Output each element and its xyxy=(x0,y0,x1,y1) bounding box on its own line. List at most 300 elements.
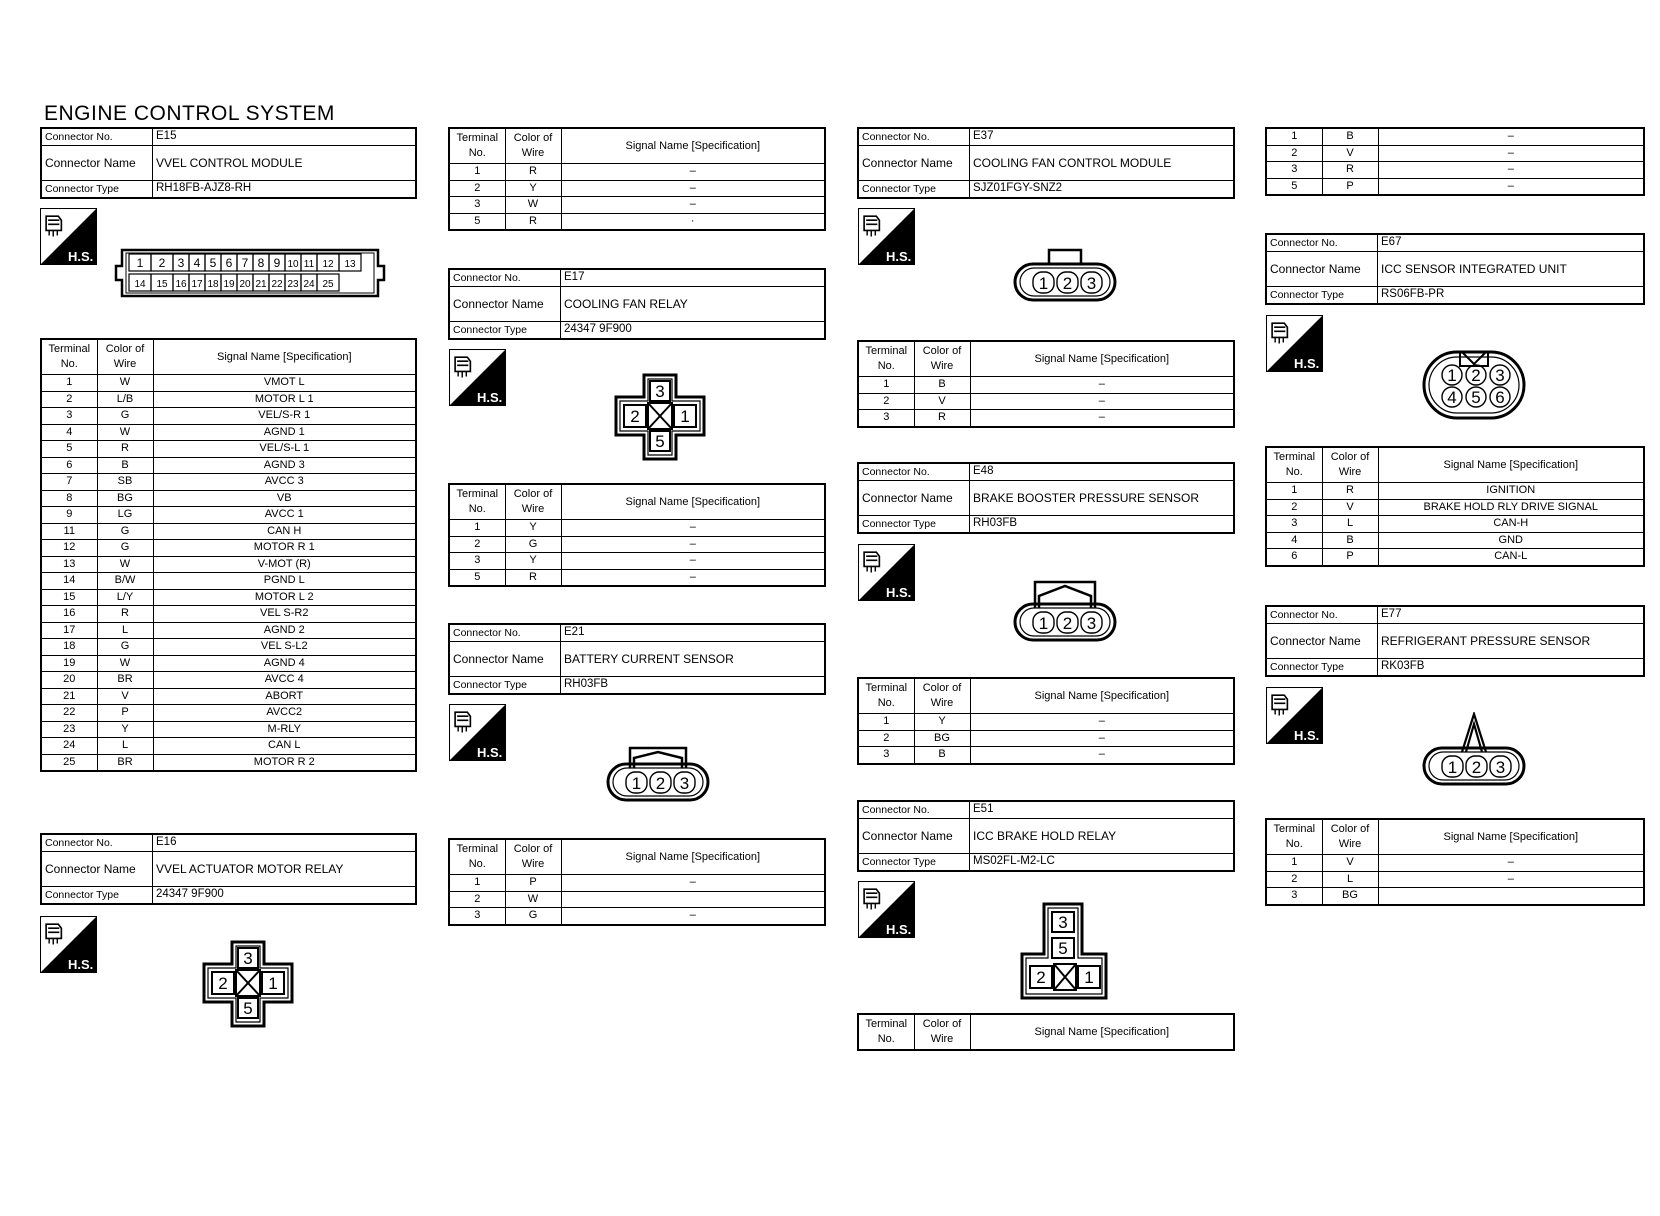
pin-number: 16 xyxy=(175,279,187,290)
hs-harness-side-icon xyxy=(40,208,97,270)
pin-number: 1 xyxy=(136,256,144,270)
connector-e15-header xyxy=(40,127,417,199)
terminal-no-cell: 3 xyxy=(449,908,505,925)
table-row xyxy=(1266,855,1644,872)
table-row xyxy=(449,908,825,925)
connector-e51-type: MS02FL-M2-LC xyxy=(970,854,1235,872)
col-terminal-no: Terminal No. xyxy=(1266,819,1322,855)
terminal-no-cell: 2 xyxy=(1266,871,1322,888)
wire-color-cell: L/Y xyxy=(97,589,153,606)
label-connector-type: Connector Type xyxy=(858,516,970,534)
pin-number: 1 xyxy=(631,774,642,793)
label-connector-name: Connector Name xyxy=(1266,624,1378,659)
signal-name-cell: – xyxy=(561,520,825,537)
terminal-no-cell: 1 xyxy=(1266,128,1322,145)
terminal-no-cell: 12 xyxy=(41,540,97,557)
connector-e51-no: E51 xyxy=(970,801,1235,819)
pin-number: 2 xyxy=(158,256,166,270)
signal-name-cell: VEL/S-L 1 xyxy=(153,441,416,458)
page-title: ENGINE CONTROL SYSTEM xyxy=(44,102,335,125)
pin-number: 1 xyxy=(1084,968,1094,987)
label-connector-no: Connector No. xyxy=(449,624,561,642)
pin-number: 3 xyxy=(177,256,185,270)
label-connector-no: Connector No. xyxy=(41,834,153,852)
table-row xyxy=(1266,888,1644,905)
col-signal-name: Signal Name [Specification] xyxy=(153,339,416,375)
connector-e16-no: E16 xyxy=(153,834,417,852)
connector-e37-no: E37 xyxy=(970,128,1235,146)
terminal-no-cell: 3 xyxy=(41,408,97,425)
terminal-no-cell: 23 xyxy=(41,721,97,738)
label-connector-type: Connector Type xyxy=(449,677,561,695)
pin-number: 3 xyxy=(243,949,253,968)
table-row xyxy=(41,507,416,524)
locking-tab xyxy=(1049,250,1081,264)
terminal-no-cell: 21 xyxy=(41,688,97,705)
signal-name-cell: AVCC 3 xyxy=(153,474,416,491)
pin-number: 18 xyxy=(207,279,219,290)
pin-number: 5 xyxy=(1471,388,1481,407)
connector-e48-type: RH03FB xyxy=(970,516,1235,534)
pin-number: 8 xyxy=(257,256,265,270)
col-terminal-no: Terminal No. xyxy=(858,1014,914,1050)
terminal-no-cell: 1 xyxy=(1266,855,1322,872)
pin-number: 5 xyxy=(655,432,665,451)
pin-number: 2 xyxy=(1036,968,1046,987)
connector-e17-header xyxy=(448,268,826,340)
connector-e16-type: 24347 9F900 xyxy=(153,887,417,905)
table-row xyxy=(449,891,825,908)
label-connector-type: Connector Type xyxy=(1266,287,1378,305)
table-row xyxy=(1266,532,1644,549)
col-terminal-no: Terminal No. xyxy=(858,678,914,714)
terminal-no-cell: 1 xyxy=(858,377,914,394)
col-color-of-wire: Color of Wire xyxy=(505,839,561,875)
terminal-no-cell: 1 xyxy=(41,375,97,392)
label-connector-name: Connector Name xyxy=(858,819,970,854)
wire-color-cell: B xyxy=(1322,128,1378,145)
connector-e37-header xyxy=(857,127,1235,199)
wire-color-cell: BG xyxy=(1322,888,1378,905)
signal-name-cell: CAN-H xyxy=(1378,516,1644,533)
connector-e21-diagram xyxy=(606,740,710,809)
table-row xyxy=(1266,162,1644,179)
pin-number: 14 xyxy=(134,279,146,290)
wire-color-cell: LG xyxy=(97,507,153,524)
connector-e48-terminal-table xyxy=(857,677,1235,765)
label-connector-name: Connector Name xyxy=(41,852,153,887)
hs-harness-side-icon xyxy=(858,208,915,270)
signal-name-cell: – xyxy=(970,410,1234,427)
col-color-of-wire: Color of Wire xyxy=(97,339,153,375)
signal-name-cell: – xyxy=(970,377,1234,394)
pin-number: 22 xyxy=(271,279,283,290)
wire-color-cell: BR xyxy=(97,754,153,771)
table-row xyxy=(41,375,416,392)
wire-color-cell: L xyxy=(97,622,153,639)
label-connector-type: Connector Type xyxy=(1266,659,1378,677)
signal-name-cell: CAN H xyxy=(153,523,416,540)
wire-color-cell: V xyxy=(1322,145,1378,162)
table-row xyxy=(858,410,1234,427)
table-row xyxy=(449,536,825,553)
pin-number: 3 xyxy=(1495,758,1506,777)
terminal-no-cell: 1 xyxy=(1266,483,1322,500)
signal-name-cell xyxy=(1378,888,1644,905)
terminal-no-cell: 3 xyxy=(1266,888,1322,905)
pin-number: 11 xyxy=(303,259,315,270)
hs-badge-text: H.S. xyxy=(1294,728,1320,743)
wire-color-cell: SB xyxy=(97,474,153,491)
col-signal-name: Signal Name [Specification] xyxy=(561,484,825,520)
col-signal-name: Signal Name [Specification] xyxy=(1378,819,1644,855)
terminal-no-cell: 18 xyxy=(41,639,97,656)
table-row xyxy=(41,754,416,771)
col-signal-name: Signal Name [Specification] xyxy=(970,1014,1234,1050)
signal-name-cell: · xyxy=(561,213,825,230)
table-row xyxy=(1266,483,1644,500)
pin-number: 6 xyxy=(225,256,233,270)
signal-name-cell: – xyxy=(970,393,1234,410)
label-connector-name: Connector Name xyxy=(41,146,153,181)
table-row xyxy=(449,213,825,230)
table-row xyxy=(41,738,416,755)
connector-e51-terminal-rows xyxy=(1265,127,1645,196)
pin-number: 5 xyxy=(1058,939,1068,958)
label-connector-name: Connector Name xyxy=(858,146,970,181)
terminal-no-cell: 1 xyxy=(449,520,505,537)
connector-e15-terminal-table xyxy=(40,338,417,772)
hs-harness-side-icon xyxy=(40,916,97,978)
signal-name-cell: GND xyxy=(1378,532,1644,549)
wire-color-cell: B xyxy=(914,377,970,394)
connector-e77-no: E77 xyxy=(1378,606,1645,624)
col-color-of-wire: Color of Wire xyxy=(505,484,561,520)
wire-color-cell: Y xyxy=(505,180,561,197)
hs-badge-text: H.S. xyxy=(477,390,503,405)
signal-name-cell: – xyxy=(561,164,825,181)
connector-e21-header xyxy=(448,623,826,695)
signal-name-cell: – xyxy=(970,730,1234,747)
connector-e15-type: RH18FB-AJZ8-RH xyxy=(153,181,417,199)
wire-color-cell: W xyxy=(505,891,561,908)
connector-e21-name: BATTERY CURRENT SENSOR xyxy=(561,642,826,677)
relay-center-cross xyxy=(648,403,672,429)
signal-name-cell: V-MOT (R) xyxy=(153,556,416,573)
wire-color-cell: R xyxy=(505,213,561,230)
table-row xyxy=(1266,549,1644,566)
signal-name-cell: ABORT xyxy=(153,688,416,705)
table-row xyxy=(449,197,825,214)
connector-e21-type: RH03FB xyxy=(561,677,826,695)
signal-name-cell: AGND 4 xyxy=(153,655,416,672)
table-row xyxy=(41,540,416,557)
pin-number: 15 xyxy=(156,279,168,290)
table-row xyxy=(41,655,416,672)
col-signal-name: Signal Name [Specification] xyxy=(561,128,825,164)
connector-e37-terminal-table xyxy=(857,340,1235,428)
pin-number: 1 xyxy=(680,407,690,426)
signal-name-cell: – xyxy=(561,569,825,586)
connector-e51-diagram xyxy=(1018,902,1114,1007)
table-row xyxy=(449,553,825,570)
terminal-no-cell: 2 xyxy=(858,393,914,410)
hs-badge-text: H.S. xyxy=(477,745,503,760)
label-connector-no: Connector No. xyxy=(858,463,970,481)
pin-number: 4 xyxy=(193,256,201,270)
hs-badge-text: H.S. xyxy=(886,249,912,264)
center-cross xyxy=(1054,964,1076,990)
terminal-no-cell: 2 xyxy=(449,180,505,197)
pin-number: 7 xyxy=(241,256,249,270)
col-terminal-no: Terminal No. xyxy=(858,341,914,377)
terminal-no-cell: 16 xyxy=(41,606,97,623)
col-terminal-no: Terminal No. xyxy=(449,839,505,875)
signal-name-cell: – xyxy=(1378,162,1644,179)
wire-color-cell: R xyxy=(97,441,153,458)
terminal-no-cell: 24 xyxy=(41,738,97,755)
connector-e16-terminal-table xyxy=(448,127,826,231)
wire-color-cell: B/W xyxy=(97,573,153,590)
label-connector-name: Connector Name xyxy=(449,287,561,322)
hs-badge-text: H.S. xyxy=(68,249,94,264)
pin-number: 21 xyxy=(255,279,267,290)
hs-badge-text: H.S. xyxy=(886,922,912,937)
col-color-of-wire: Color of Wire xyxy=(914,1014,970,1050)
terminal-no-cell: 4 xyxy=(41,424,97,441)
wire-color-cell: L xyxy=(97,738,153,755)
pin-number: 3 xyxy=(655,382,665,401)
pin-number: 3 xyxy=(1086,614,1097,633)
pin-number: 2 xyxy=(1062,614,1073,633)
table-row xyxy=(41,622,416,639)
connector-e15-name: VVEL CONTROL MODULE xyxy=(153,146,417,181)
wire-color-cell: P xyxy=(505,875,561,892)
pin-number: 17 xyxy=(191,279,203,290)
signal-name-cell: BRAKE HOLD RLY DRIVE SIGNAL xyxy=(1378,499,1644,516)
wire-color-cell: BG xyxy=(914,730,970,747)
label-connector-type: Connector Type xyxy=(41,181,153,199)
wire-color-cell: G xyxy=(505,536,561,553)
connector-e37-name: COOLING FAN CONTROL MODULE xyxy=(970,146,1235,181)
terminal-no-cell: 3 xyxy=(1266,162,1322,179)
pin-number: 24 xyxy=(303,279,315,290)
table-row xyxy=(41,589,416,606)
col-signal-name: Signal Name [Specification] xyxy=(970,341,1234,377)
signal-name-cell: MOTOR R 1 xyxy=(153,540,416,557)
hs-badge-text: H.S. xyxy=(886,585,912,600)
pin-number: 1 xyxy=(1038,614,1049,633)
terminal-no-cell: 20 xyxy=(41,672,97,689)
wire-color-cell: G xyxy=(97,523,153,540)
col-terminal-no: Terminal No. xyxy=(449,484,505,520)
wire-color-cell: R xyxy=(1322,162,1378,179)
signal-name-cell: – xyxy=(1378,145,1644,162)
table-row xyxy=(41,573,416,590)
terminal-no-cell: 3 xyxy=(858,747,914,764)
pin-number: 2 xyxy=(655,774,666,793)
connector-e67-header xyxy=(1265,233,1645,305)
wire-color-cell: P xyxy=(97,705,153,722)
table-row xyxy=(41,474,416,491)
terminal-no-cell: 1 xyxy=(858,714,914,731)
pin-number: 3 xyxy=(679,774,690,793)
table-row xyxy=(449,520,825,537)
terminal-no-cell: 15 xyxy=(41,589,97,606)
connector-e51-header xyxy=(857,800,1235,872)
pin-number: 3 xyxy=(1086,274,1097,293)
signal-name-cell: AVCC 1 xyxy=(153,507,416,524)
terminal-no-cell: 14 xyxy=(41,573,97,590)
wire-color-cell: W xyxy=(97,424,153,441)
signal-name-cell: VEL S-R2 xyxy=(153,606,416,623)
terminal-no-cell: 2 xyxy=(858,730,914,747)
wire-color-cell: R xyxy=(505,164,561,181)
terminal-no-cell: 3 xyxy=(449,197,505,214)
signal-name-cell: MOTOR R 2 xyxy=(153,754,416,771)
wire-color-cell: P xyxy=(1322,549,1378,566)
wire-color-cell: BR xyxy=(97,672,153,689)
signal-name-cell: IGNITION xyxy=(1378,483,1644,500)
terminal-no-cell: 17 xyxy=(41,622,97,639)
label-connector-no: Connector No. xyxy=(1266,234,1378,252)
connector-e48-no: E48 xyxy=(970,463,1235,481)
wire-color-cell: B xyxy=(1322,532,1378,549)
table-row xyxy=(41,672,416,689)
wire-color-cell: W xyxy=(97,556,153,573)
terminal-no-cell: 3 xyxy=(858,410,914,427)
connector-e77-diagram xyxy=(1422,712,1526,793)
wire-color-cell: B xyxy=(97,457,153,474)
hs-harness-side-icon xyxy=(1266,315,1323,377)
terminal-no-cell: 5 xyxy=(1266,178,1322,195)
terminal-no-cell: 5 xyxy=(449,213,505,230)
signal-name-cell: – xyxy=(1378,855,1644,872)
col-color-of-wire: Color of Wire xyxy=(1322,447,1378,483)
hs-harness-side-icon xyxy=(858,544,915,606)
signal-name-cell: AVCC2 xyxy=(153,705,416,722)
wire-color-cell: B xyxy=(914,747,970,764)
terminal-no-cell: 6 xyxy=(1266,549,1322,566)
label-connector-type: Connector Type xyxy=(858,181,970,199)
terminal-no-cell: 25 xyxy=(41,754,97,771)
connector-e17-terminal-table xyxy=(448,483,826,587)
connector-e16-diagram xyxy=(202,940,294,1033)
terminal-no-cell: 9 xyxy=(41,507,97,524)
table-row xyxy=(1266,871,1644,888)
connector-e67-terminal-table xyxy=(1265,446,1645,567)
signal-name-cell: – xyxy=(1378,178,1644,195)
signal-name-cell: – xyxy=(561,180,825,197)
connector-e67-no: E67 xyxy=(1378,234,1645,252)
pin-number: 2 xyxy=(1471,366,1481,385)
table-row xyxy=(858,377,1234,394)
col-signal-name: Signal Name [Specification] xyxy=(970,678,1234,714)
connector-e21-no: E21 xyxy=(561,624,826,642)
signal-name-cell: AGND 1 xyxy=(153,424,416,441)
signal-name-cell: M-RLY xyxy=(153,721,416,738)
wire-color-cell: W xyxy=(97,655,153,672)
wire-color-cell: Y xyxy=(505,520,561,537)
pin-number: 1 xyxy=(1447,366,1457,385)
terminal-no-cell: 2 xyxy=(449,891,505,908)
connector-e17-no: E17 xyxy=(561,269,826,287)
col-signal-name: Signal Name [Specification] xyxy=(1378,447,1644,483)
pin-number: 5 xyxy=(243,999,253,1018)
signal-name-cell: MOTOR L 1 xyxy=(153,391,416,408)
pin-number: 19 xyxy=(223,279,235,290)
wire-color-cell: V xyxy=(97,688,153,705)
signal-name-cell: CAN L xyxy=(153,738,416,755)
wire-color-cell: BG xyxy=(97,490,153,507)
signal-name-cell: – xyxy=(1378,128,1644,145)
terminal-no-cell: 2 xyxy=(449,536,505,553)
locking-tab xyxy=(1460,352,1488,366)
pin-number: 23 xyxy=(287,279,299,290)
pin-number: 9 xyxy=(273,256,281,270)
signal-name-cell: AGND 3 xyxy=(153,457,416,474)
signal-name-cell: – xyxy=(561,875,825,892)
label-connector-no: Connector No. xyxy=(858,801,970,819)
table-row xyxy=(41,523,416,540)
pin-number: 6 xyxy=(1495,388,1505,407)
signal-name-cell: AVCC 4 xyxy=(153,672,416,689)
signal-name-cell: AGND 2 xyxy=(153,622,416,639)
terminal-no-cell: 4 xyxy=(1266,532,1322,549)
wire-color-cell: Y xyxy=(914,714,970,731)
wire-color-cell: R xyxy=(97,606,153,623)
pin-number: 20 xyxy=(239,279,251,290)
connector-e37-diagram xyxy=(1013,248,1117,309)
wire-color-cell: Y xyxy=(505,553,561,570)
wire-color-cell: G xyxy=(505,908,561,925)
pin-number: 25 xyxy=(322,279,334,290)
locking-tab xyxy=(1462,714,1486,752)
terminal-no-cell: 5 xyxy=(41,441,97,458)
wire-color-cell: L xyxy=(1322,871,1378,888)
table-row xyxy=(41,391,416,408)
table-row xyxy=(41,688,416,705)
pin-number: 2 xyxy=(1471,758,1482,777)
connector-e48-header xyxy=(857,462,1235,534)
wire-color-cell: G xyxy=(97,639,153,656)
table-row xyxy=(1266,516,1644,533)
wire-color-cell: L xyxy=(1322,516,1378,533)
signal-name-cell: PGND L xyxy=(153,573,416,590)
col-terminal-no: Terminal No. xyxy=(41,339,97,375)
hs-harness-side-icon xyxy=(449,704,506,766)
signal-name-cell: VMOT L xyxy=(153,375,416,392)
connector-e77-name: REFRIGERANT PRESSURE SENSOR xyxy=(1378,624,1645,659)
connector-e21-terminal-table xyxy=(448,838,826,926)
col-color-of-wire: Color of Wire xyxy=(914,678,970,714)
signal-name-cell: – xyxy=(561,197,825,214)
table-row xyxy=(41,721,416,738)
table-row xyxy=(858,393,1234,410)
hs-harness-side-icon xyxy=(1266,687,1323,749)
table-row xyxy=(41,457,416,474)
signal-name-cell: – xyxy=(561,553,825,570)
terminal-no-cell: 3 xyxy=(1266,516,1322,533)
signal-name-cell: VB xyxy=(153,490,416,507)
terminal-no-cell: 1 xyxy=(449,875,505,892)
signal-name-cell: – xyxy=(561,536,825,553)
connector-e15-pins xyxy=(129,254,361,291)
connector-e17-diagram xyxy=(614,373,706,466)
terminal-no-cell: 11 xyxy=(41,523,97,540)
col-color-of-wire: Color of Wire xyxy=(914,341,970,377)
signal-name-cell: – xyxy=(970,747,1234,764)
